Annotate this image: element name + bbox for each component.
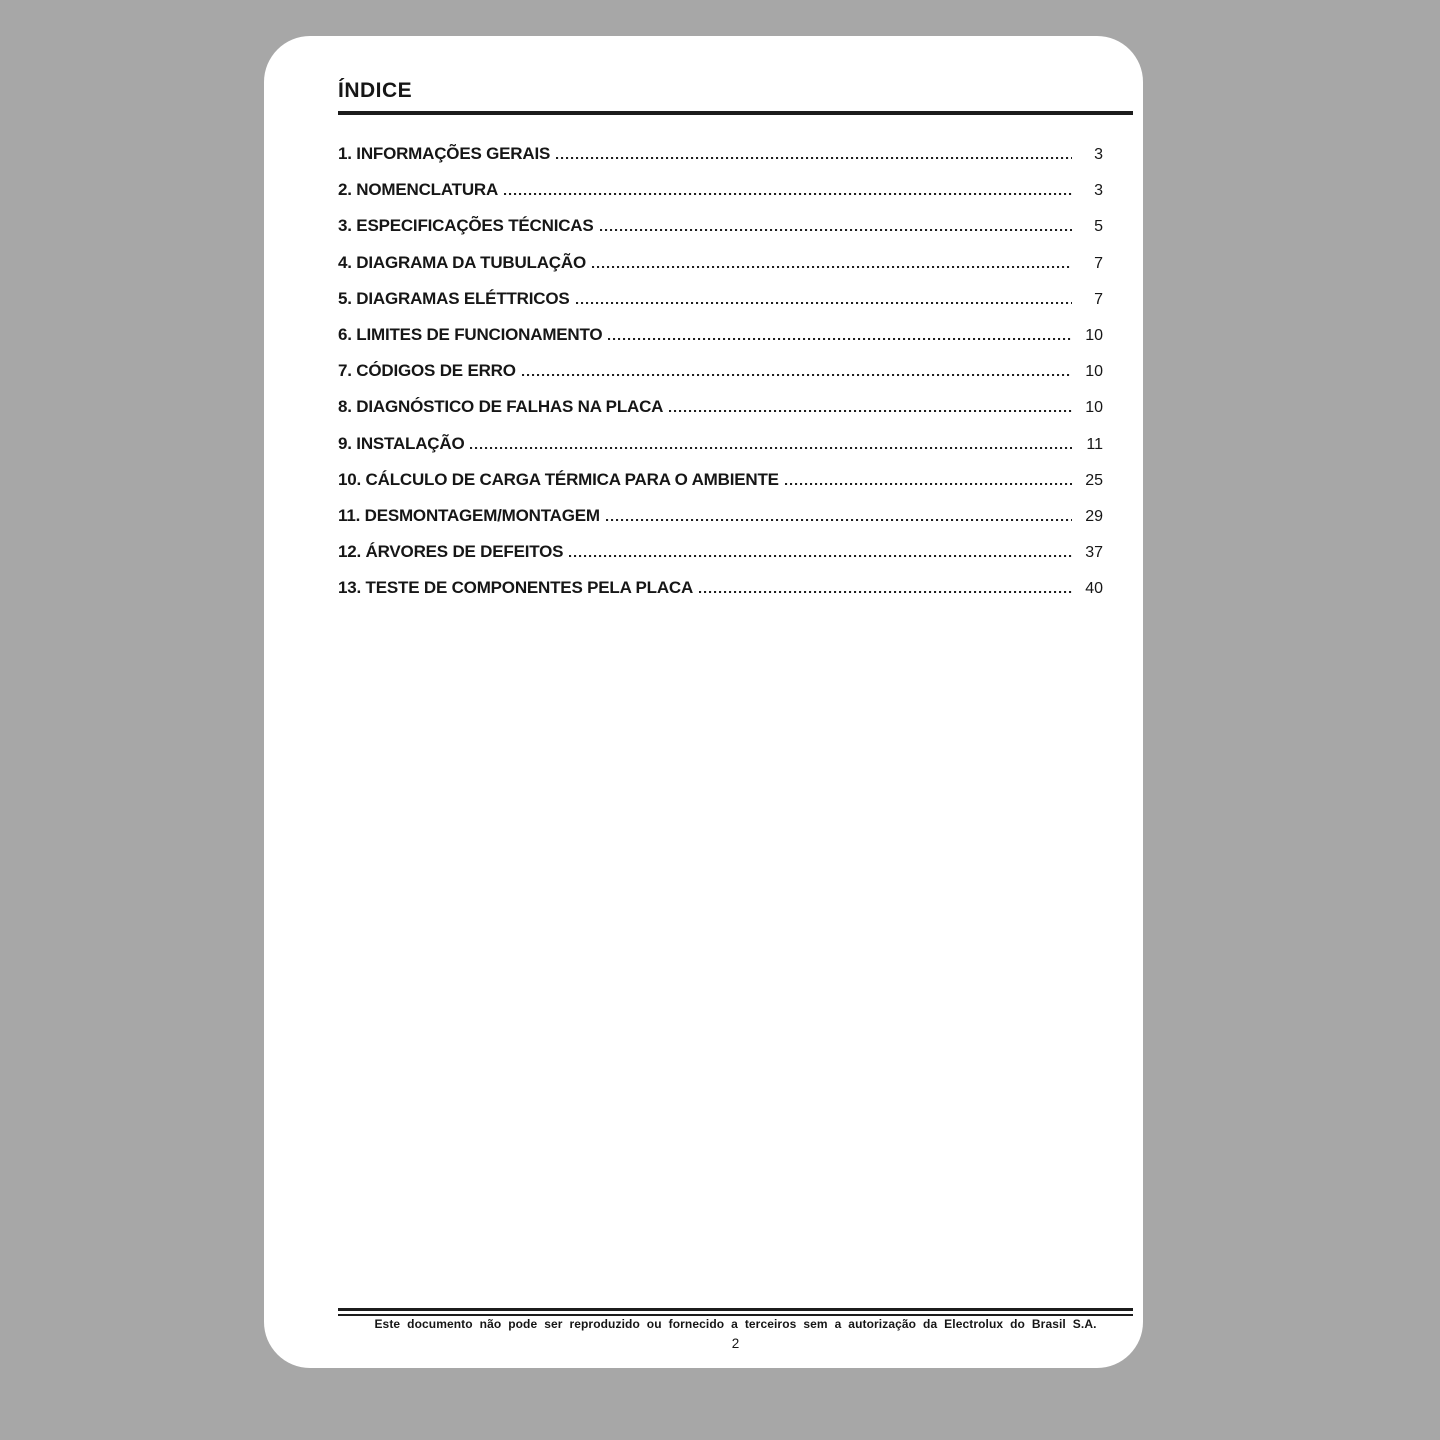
toc-row bbox=[338, 578, 1133, 598]
toc-row bbox=[338, 216, 1133, 236]
toc-row bbox=[338, 506, 1133, 526]
toc-row bbox=[338, 180, 1133, 200]
dot-leader bbox=[576, 302, 1072, 304]
toc-entry-label: 5. DIAGRAMAS ELÉTTRICOS bbox=[338, 288, 570, 308]
toc-page-number: 11 bbox=[1086, 435, 1103, 453]
toc-row bbox=[338, 397, 1133, 417]
toc-row bbox=[338, 361, 1133, 381]
footer-copyright-note: Este documento não pode ser reproduzido ou fornecido a terceiros sem a autorização da Electrolux do Brasil S.A. bbox=[374, 1317, 1097, 1331]
page-number: 2 bbox=[731, 1336, 740, 1351]
toc-page-number: 5 bbox=[1094, 218, 1103, 236]
toc-page-number: 7 bbox=[1094, 290, 1103, 308]
toc-entry-label: 11. DESMONTAGEM/MONTAGEM bbox=[338, 505, 600, 525]
toc-page-number: 25 bbox=[1085, 471, 1103, 489]
toc-page-number: 40 bbox=[1085, 580, 1103, 598]
toc-entry-label: 3. ESPECIFICAÇÕES TÉCNICAS bbox=[338, 216, 594, 236]
toc-row bbox=[338, 542, 1133, 562]
toc-entry-label: 13. TESTE DE COMPONENTES PELA PLACA bbox=[338, 578, 694, 598]
toc-entry-label: 9. INSTALAÇÃO bbox=[338, 433, 465, 453]
toc-entry-label: 4. DIAGRAMA DA TUBULAÇÃO bbox=[338, 252, 586, 272]
page-title: ÍNDICE bbox=[338, 79, 413, 102]
toc-page-number: 7 bbox=[1094, 254, 1103, 272]
manual-page bbox=[264, 36, 1143, 1368]
toc-page-number: 10 bbox=[1085, 326, 1103, 344]
toc-entry-label: 7. CÓDIGOS DE ERRO bbox=[338, 361, 516, 381]
title-divider-rule bbox=[338, 111, 1133, 115]
dot-leader bbox=[699, 591, 1072, 593]
dot-leader bbox=[522, 374, 1072, 376]
dot-leader bbox=[470, 447, 1072, 449]
toc-entry-label: 1. INFORMAÇÕES GERAIS bbox=[338, 144, 551, 163]
toc-entry-label: 2. NOMENCLATURA bbox=[338, 180, 499, 200]
dot-leader bbox=[556, 157, 1072, 159]
dot-leader bbox=[592, 266, 1072, 268]
toc-row bbox=[338, 253, 1133, 273]
dot-leader bbox=[504, 193, 1072, 195]
toc-row bbox=[338, 470, 1133, 490]
dot-leader bbox=[785, 483, 1072, 485]
toc-list bbox=[338, 144, 1133, 614]
toc-row bbox=[338, 325, 1133, 345]
dot-leader bbox=[669, 410, 1072, 412]
toc-page-number: 10 bbox=[1085, 363, 1103, 381]
toc-row bbox=[338, 289, 1133, 309]
toc-page-number: 10 bbox=[1085, 399, 1103, 417]
toc-page-number: 37 bbox=[1085, 544, 1103, 562]
toc-entry-label: 12. ÁRVORES DE DEFEITOS bbox=[338, 542, 564, 562]
dot-leader bbox=[600, 229, 1072, 231]
toc-page-number: 3 bbox=[1094, 146, 1103, 163]
toc-row bbox=[338, 434, 1133, 454]
toc-entry-label: 8. DIAGNÓSTICO DE FALHAS NA PLACA bbox=[338, 397, 664, 417]
footer-divider-rule bbox=[338, 1308, 1133, 1316]
dot-leader bbox=[608, 338, 1072, 340]
dot-leader bbox=[606, 519, 1072, 521]
toc-page-number: 3 bbox=[1094, 182, 1103, 200]
toc-entry-label: 6. LIMITES DE FUNCIONAMENTO bbox=[338, 324, 603, 344]
toc-entry-label: 10. CÁLCULO DE CARGA TÉRMICA PARA O AMBIENTE bbox=[338, 469, 779, 489]
toc-row bbox=[338, 144, 1133, 164]
dot-leader bbox=[569, 555, 1072, 557]
toc-page-number: 29 bbox=[1085, 507, 1103, 525]
